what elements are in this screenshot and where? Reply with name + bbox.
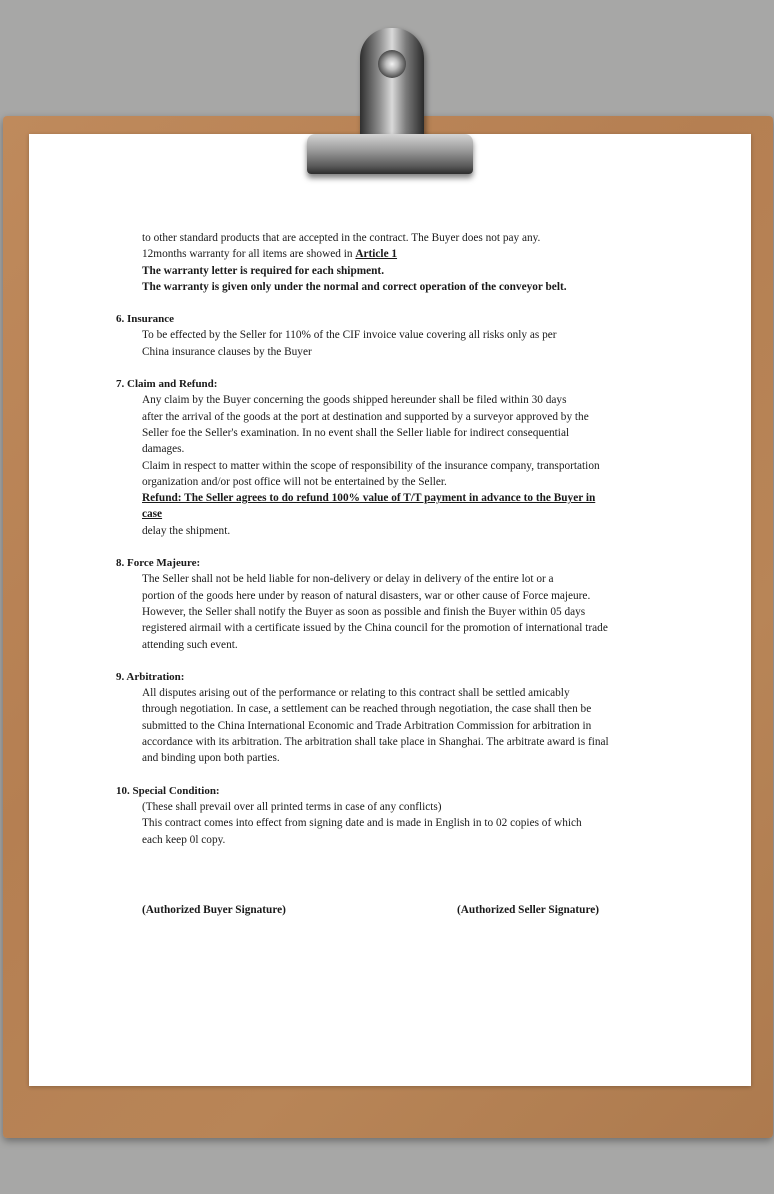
insurance-line: China insurance clauses by the Buyer [142,345,312,358]
claim-line: damages. [142,443,185,456]
binder-clip-hole [378,50,406,78]
warranty-line-2-text: 12months warranty for all items are showed in [142,248,356,261]
arbitration-heading: 9. Arbitration: [116,670,185,683]
claim-line: after the arrival of the goods at the port at destination and supported by a surveyor approved by the [142,410,589,423]
arbitration-line: and binding upon both parties. [142,752,280,765]
binder-clip-icon [360,28,424,140]
binder-clip-base [307,134,473,174]
refund-line-3: delay the shipment. [142,524,231,537]
insurance-section [116,327,676,360]
force-majeure-heading: 8. Force Majeure: [116,557,201,570]
arbitration-line: through negotiation. In case, a settlement can be reached through negotiation, the case shall then be [142,703,592,716]
warranty-line-2 [142,246,676,262]
force-majeure-section [116,571,676,652]
claim-line: organization and/or post office will not be entertained by the Seller. [142,475,447,488]
special-condition-line: (These shall prevail over all printed terms in case of any conflicts) [142,800,442,813]
arbitration-line: submitted to the China International Economic and Trade Arbitration Commission for arbitration in [142,719,592,732]
warranty-line-3: The warranty letter is required for each shipment. [142,264,385,277]
claim-line: Any claim by the Buyer concerning the goods shipped hereunder shall be filed within 30 days [142,394,567,407]
force-majeure-line: portion of the goods here under by reason of natural disasters, war or other cause of Force majeure. [142,589,591,602]
special-condition-line: This contract comes into effect from signing date and is made in English in to 02 copies of which [142,817,582,830]
special-condition-section [116,799,676,848]
force-majeure-line: However, the Seller shall notify the Buyer as soon as possible and finish the Buyer within 05 days [142,605,586,618]
claim-section [116,392,676,539]
claim-heading: 7. Claim and Refund: [116,378,218,391]
warranty-line-4: The warranty is given only under the normal and correct operation of the conveyor belt. [142,280,567,293]
arbitration-line: accordance with its arbitration. The arbitration shall take place in Shanghai. The arbitrate award is final [142,736,609,749]
warranty-line-1: to other standard products that are accepted in the contract. The Buyer does not pay any. [142,232,541,244]
insurance-line: To be effected by the Seller for 110% of the CIF invoice value covering all risks only as per [142,329,557,342]
claim-line: Claim in respect to matter within the scope of responsibility of the insurance company, transportation [142,459,600,472]
force-majeure-line: attending such event. [142,638,238,651]
refund-line-1: Refund: The Seller agrees to do refund 100% value of T/T payment in advance to the Buyer in [142,492,596,505]
refund-line-2: case [142,508,163,521]
insurance-heading: 6. Insurance [116,313,175,326]
contract-body [116,230,676,848]
force-majeure-line: The Seller shall not be held liable for non-delivery or delay in delivery of the entire lot or a [142,573,554,586]
arbitration-section [116,685,676,766]
arbitration-line: All disputes arising out of the performance or relating to this contract shall be settled amicably [142,687,570,700]
seller-signature-label: (Authorized Seller Signature) [457,904,600,916]
force-majeure-line: registered airmail with a certificate issued by the China council for the promotion of international trade [142,622,608,635]
special-condition-line: each keep 0l copy. [142,833,226,846]
claim-line: Seller foe the Seller's examination. In no event shall the Seller liable for indirect consequential [142,426,570,439]
article-1-link[interactable]: Article 1 [355,248,398,261]
special-condition-heading: 10. Special Condition: [116,784,220,797]
buyer-signature-label: (Authorized Buyer Signature) [142,904,286,916]
warranty-section [116,230,676,295]
